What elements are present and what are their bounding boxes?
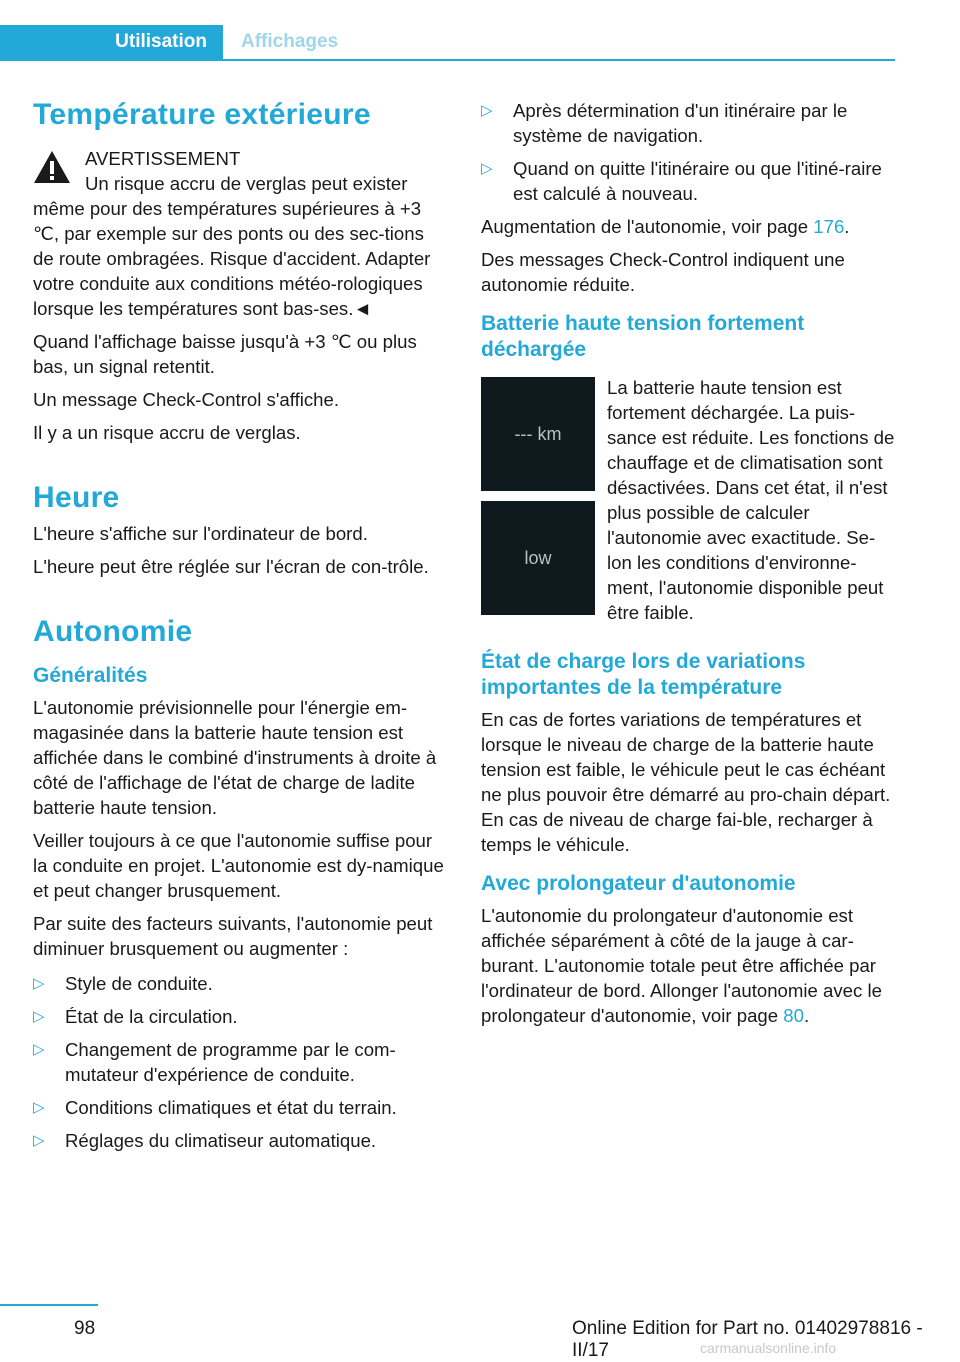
factor-list xyxy=(33,971,445,1153)
battery-figure-row xyxy=(481,377,893,627)
warning-triangle-icon xyxy=(33,150,71,184)
triangle-bullet-icon: ▷ xyxy=(33,1132,45,1149)
triangle-bullet-icon: ▷ xyxy=(481,102,493,119)
paragraph: Augmentation de l'autonomie, voir page 176. xyxy=(481,216,850,237)
paragraph: Un message Check-Control s'affiche. xyxy=(33,389,340,410)
list-item: ▷ Changement de programme par le com‐mutateur d'expérience de conduite. xyxy=(33,1039,396,1085)
warning-block xyxy=(33,146,445,321)
range-display-low: low xyxy=(481,501,595,615)
paragraph: Par suite des facteurs suivants, l'autonomie peut diminuer brusquement ou augmenter : xyxy=(33,913,433,959)
tab-affichages[interactable]: Affichages xyxy=(241,31,339,52)
list-item: ▷ Quand on quitte l'itinéraire ou que l'itiné‐raire est calculé à nouveau. xyxy=(481,158,882,204)
paragraph: Veiller toujours à ce que l'autonomie suffise pour la conduite en projet. L'autonomie est dy‐namique et peut changer brusquement. xyxy=(33,830,444,901)
header-tabbar xyxy=(0,25,895,61)
paragraph: L'autonomie prévisionnelle pour l'énergie em‐magasinée dans la batterie haute tension est affichée dans le combiné d'instruments à droite à côté de l'affichage de l'état de charge de ladite batterie haute tension. xyxy=(33,697,437,818)
tab-utilisation[interactable]: Utilisation xyxy=(0,25,223,59)
section-title-heure: Heure xyxy=(33,481,120,514)
subsection-title-generalites: Généralités xyxy=(33,664,148,687)
edition-label: Online Edition for Part no. 01402978816 - II/17 xyxy=(572,1318,923,1361)
triangle-bullet-icon: ▷ xyxy=(33,1099,45,1116)
paragraph: L'heure peut être réglée sur l'écran de con‐trôle. xyxy=(33,556,429,577)
triangle-bullet-icon: ▷ xyxy=(33,1041,45,1058)
warning-title: AVERTISSEMENT xyxy=(85,148,241,169)
battery-description: La batterie haute tension est fortement déchargée. La puis‐sance est réduite. Les fonctions de chauffage et de climatisation sont désactivées. Dans cet état, il n'est plus possible de calculer l'autonomie avec exactitude. Se‐lon les conditions d'environne‐ment, l'autonomie disponible peut être faible. xyxy=(607,377,895,623)
warning-body-line1: Un risque accru de verglas peut exister xyxy=(85,173,408,194)
subsection-title-prolongateur: Avec prolongateur d'autonomie xyxy=(481,872,796,895)
footer-divider xyxy=(0,1304,98,1306)
paragraph: Des messages Check-Control indiquent une autonomie réduite. xyxy=(481,249,845,295)
section-title-autonomie: Autonomie xyxy=(33,615,193,648)
range-display-km: --- km xyxy=(481,377,595,491)
paragraph: L'heure s'affiche sur l'ordinateur de bord. xyxy=(33,523,368,544)
triangle-bullet-icon: ▷ xyxy=(33,1008,45,1025)
list-item: ▷ Conditions climatiques et état du terrain. xyxy=(33,1097,397,1118)
list-item: ▷ État de la circulation. xyxy=(33,1006,238,1027)
paragraph: L'autonomie du prolongateur d'autonomie est affichée séparément à côté de la jauge à car‐burant. L'autonomie totale peut être affichée par l'ordinateur de bord. Allonger l'autonomie avec le prolongateur d'autonomie, voir page 80. xyxy=(481,905,882,1026)
display-images xyxy=(481,377,595,615)
itinerary-list xyxy=(481,98,893,206)
header-divider xyxy=(0,59,895,61)
triangle-bullet-icon: ▷ xyxy=(481,160,493,177)
watermark: carmanualsonline.info xyxy=(700,1340,837,1356)
right-column xyxy=(481,98,893,1028)
list-item: ▷ Réglages du climatiseur automatique. xyxy=(33,1130,377,1151)
paragraph: Quand l'affichage baisse jusqu'à +3 ℃ ou plus bas, un signal retentit. xyxy=(33,331,417,377)
section-title-temperature: Température extérieure xyxy=(33,98,371,131)
triangle-bullet-icon: ▷ xyxy=(33,975,45,992)
page-number: 98 xyxy=(74,1318,96,1339)
paragraph: En cas de fortes variations de températures et lorsque le niveau de charge de la batterie haute tension est faible, le véhicule peut le cas échéant ne plus pouvoir être démarré au pro‐chain départ. En cas de niveau de charge fai‐ble, recharger à temps le véhicule. xyxy=(481,709,891,855)
warning-body: même pour des températures supérieures à +3 ℃, par exemple sur des ponts ou des sec‐tions de route ombragées. Risque d'accident. Adapter votre conduite aux conditions météo‐rologiques lorsque les températures sont bas‐ses.◄ xyxy=(33,198,431,319)
list-item: ▷ Après détermination d'un itinéraire par le système de navigation. xyxy=(481,100,848,146)
page-link-176[interactable]: 176 xyxy=(813,216,845,237)
left-column xyxy=(33,98,445,1161)
subsection-title-batterie: Batterie haute tension fortement déchargée xyxy=(481,312,805,361)
list-item: ▷ Style de conduite. xyxy=(33,973,213,994)
page-link-80[interactable]: 80 xyxy=(783,1005,804,1026)
paragraph: Il y a un risque accru de verglas. xyxy=(33,422,301,443)
subsection-title-etat-charge: État de charge lors de variations importantes de la température xyxy=(481,650,806,699)
